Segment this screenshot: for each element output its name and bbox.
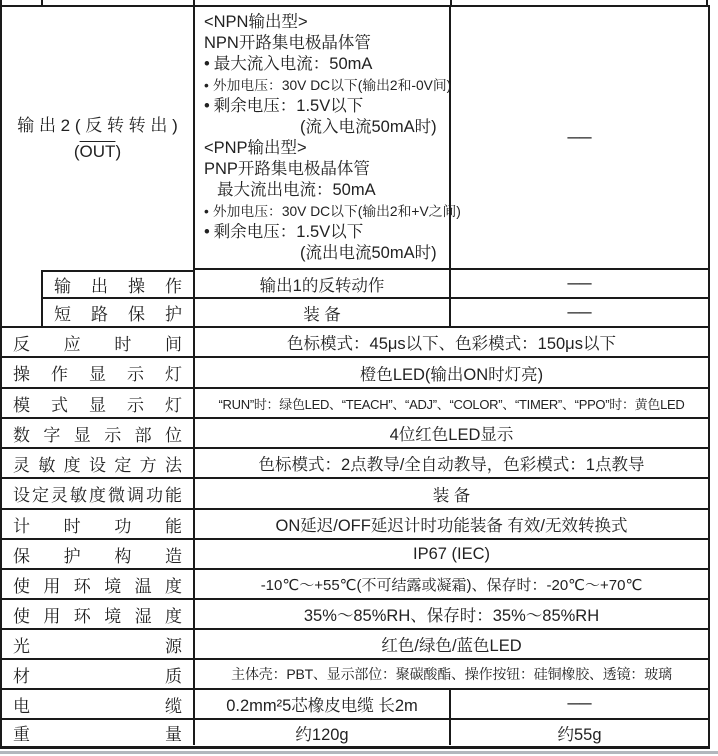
ambient-temperature-value: -10℃～+55℃(不可结露或凝霜)、保存时：-20℃～+70℃ (195, 570, 708, 600)
pnp-subtitle: PNP开路集电极晶体管 (204, 160, 370, 178)
row-header-material: 材 质 (2, 660, 195, 690)
row-header-ambient-temperature: 使 用 环 境 温 度 (2, 570, 195, 600)
row-header-mode-indicator: 模 式 显 示 灯 (2, 389, 195, 419)
row-header-ambient-humidity: 使 用 环 境 湿 度 (2, 600, 195, 630)
row-header-protection-structure: 保 护 构 造 (2, 540, 195, 570)
npn-max-current: • 最大流入电流：50mA (204, 55, 373, 73)
response-time-value: 色标模式：45μs以下、色彩模式：150μs以下 (195, 328, 708, 358)
output-operation-dash: ── (451, 270, 708, 299)
operation-indicator-value: 橙色LED(输出ON时灯亮) (195, 358, 708, 389)
cable-value: 0.2mm²5芯橡皮电缆 长2m (195, 690, 451, 720)
short-circuit-protection-dash: ── (451, 299, 708, 328)
row-header-sensitivity-setting: 灵 敏 度 设 定 方 法 (2, 449, 195, 479)
protection-structure-value: IP67 (IEC) (195, 540, 708, 570)
page-edge-shadow (0, 751, 718, 754)
pnp-max-current: 最大流出电流：50mA (217, 181, 376, 199)
output2-indent-cell (2, 270, 43, 328)
row-header-sensitivity-fine-adjust: 设定灵敏度微调功能 (2, 479, 195, 510)
material-value: 主体壳：PBT、显示部位：聚碳酸酯、操作按钮：硅铜橡胶、透镜：玻璃 (195, 660, 708, 690)
output2-npn-pnp-specs (195, 7, 461, 270)
pnp-applied-voltage: • 外加电压：30V DC以下(输出2和+V之间) (204, 204, 461, 219)
digital-display-value: 4位红色LED显示 (195, 419, 708, 449)
row-header-short-circuit-protection: 短 路 保 护 (43, 299, 195, 328)
weight-value-1: 约120g (195, 720, 451, 745)
row-header-operation-indicator: 操 作 显 示 灯 (2, 358, 195, 389)
npn-residual-voltage-cond: (流入电流50mA时) (300, 118, 437, 136)
specification-table (0, 5, 710, 749)
output2-label: 输 出 2 ( 反 转 转 出 ) (17, 115, 178, 135)
timer-function-value: ON延迟/OFF延迟计时功能装备 有效/无效转换式 (195, 510, 708, 540)
cable-dash: ── (451, 690, 708, 720)
light-source-value: 红色/绿色/蓝色LED (195, 630, 708, 660)
output-operation-value: 输出1的反转动作 (195, 270, 451, 299)
npn-residual-voltage: • 剩余电压：1.5V以下 (204, 97, 364, 115)
weight-value-2: 约55g (557, 725, 602, 744)
npn-title: <NPN输出型> (204, 13, 308, 31)
short-circuit-protection-value: 装 备 (195, 299, 451, 328)
row-header-timer-function: 计 时 功 能 (2, 510, 195, 540)
pnp-residual-voltage: • 剩余电压：1.5V以下 (204, 223, 364, 241)
npn-applied-voltage: • 外加电压：30V DC以下(输出2和-0V间) (204, 78, 452, 93)
mode-indicator-value: “RUN”时：绿色LED、“TEACH”、“ADJ”、“COLOR”、“TIMER”、“PPO”时：黄色LED (195, 389, 708, 419)
row-header-response-time: 反 应 时 间 (2, 328, 195, 358)
sensitivity-fine-adjust-value: 装 备 (195, 479, 708, 510)
pnp-title: <PNP输出型> (204, 139, 307, 157)
sensitivity-setting-value: 色标模式：2点教导/全自动教导，色彩模式：1点教导 (195, 449, 708, 479)
row-header-light-source: 光 源 (2, 630, 195, 660)
npn-subtitle: NPN开路集电极晶体管 (204, 34, 371, 52)
output2-out-label: $(\overline{OUT})$ (73, 141, 122, 161)
output2-col2-dash: ── (451, 7, 708, 270)
row-header-output-operation: 输 出 操 作 (43, 270, 195, 299)
row-header-output2 (2, 7, 195, 270)
row-header-digital-display: 数 字 显 示 部 位 (2, 419, 195, 449)
row-header-cable: 电 缆 (2, 690, 195, 720)
row-header-weight: 重 量 (2, 720, 195, 745)
pnp-residual-voltage-cond: (流出电流50mA时) (300, 244, 437, 262)
ambient-humidity-value: 35%～85%RH、保存时：35%～85%RH (195, 600, 708, 630)
